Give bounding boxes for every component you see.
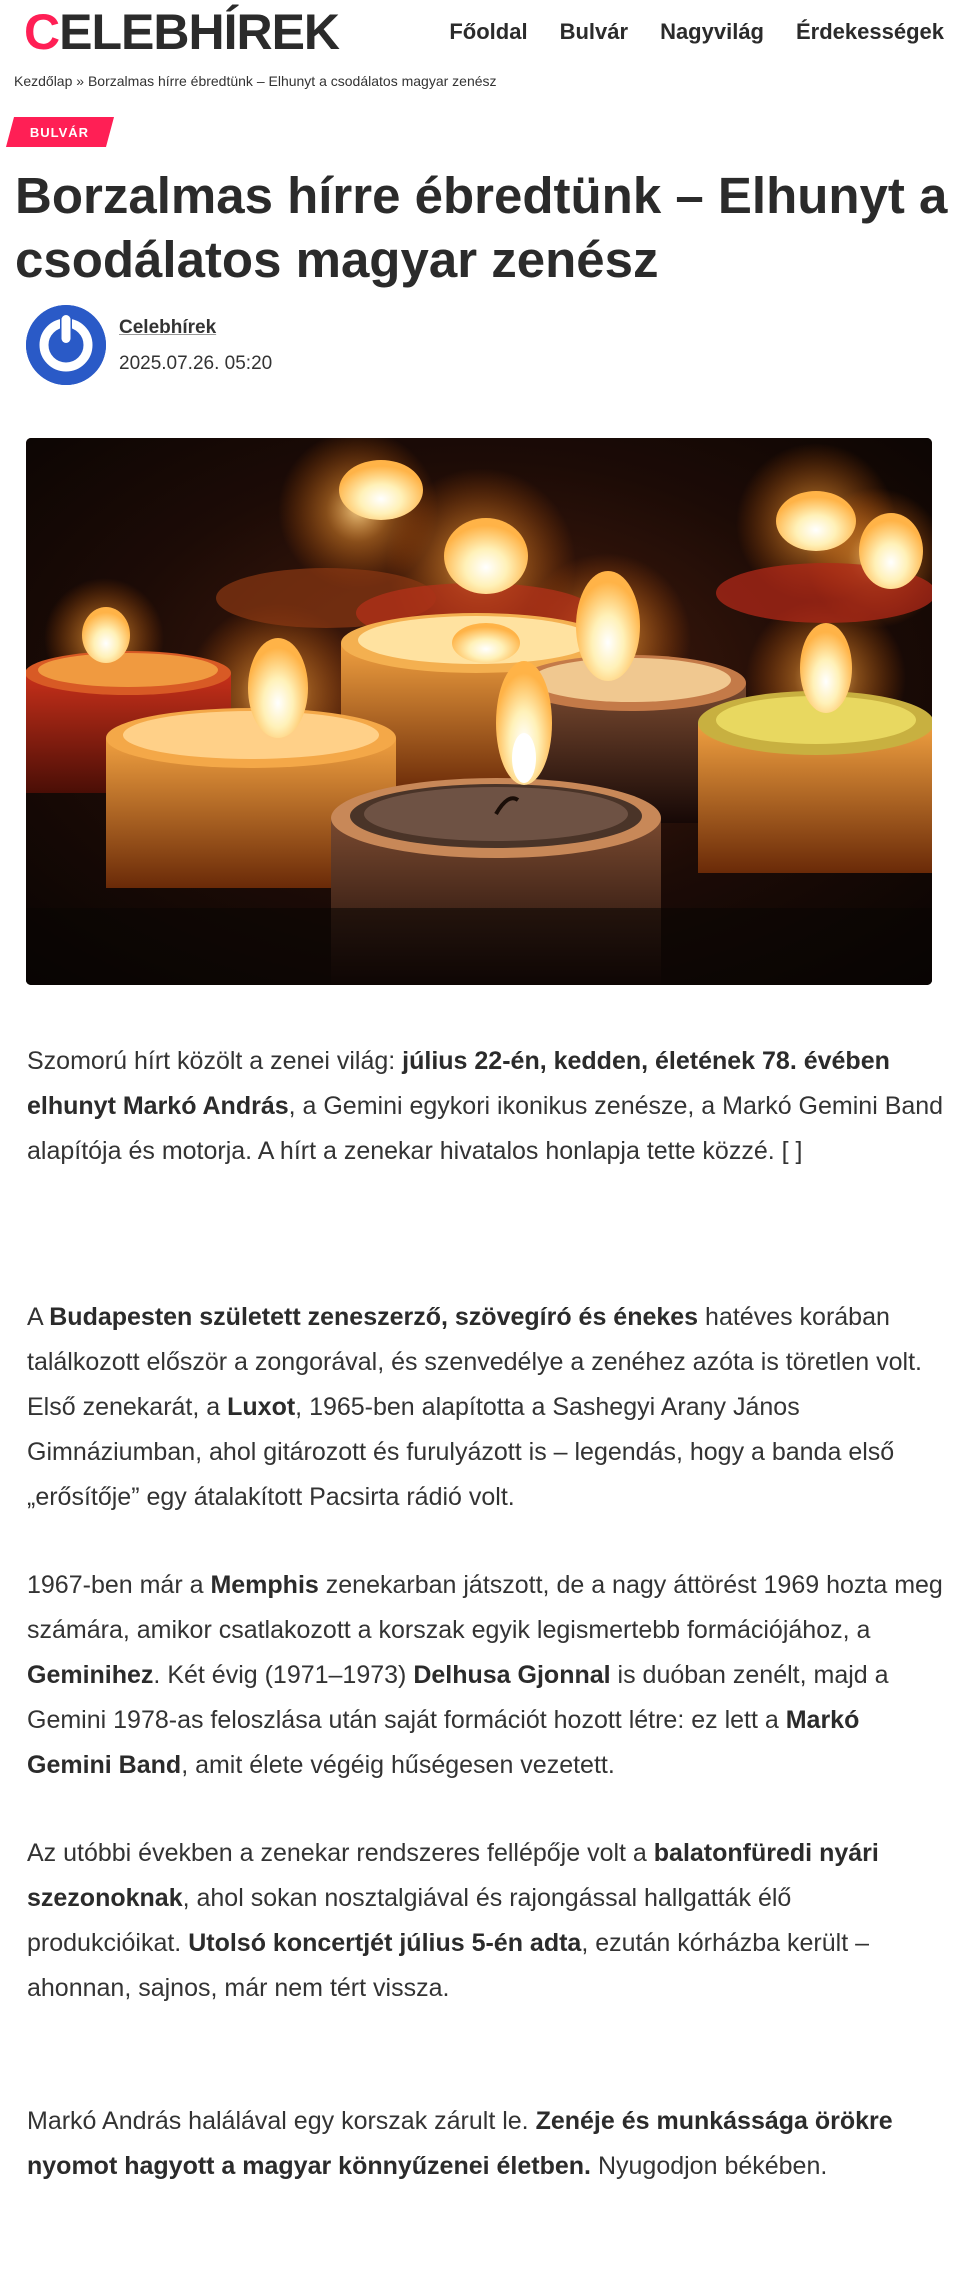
logo-rest: ELEBHÍREK (59, 4, 340, 60)
nav-item-fooldal[interactable]: Főoldal (449, 19, 528, 44)
text-span: , 1965-ben alapította a Sashegyi Arany János Gimnáziumban, ahol gitározott és furulyázott is – legendás, hogy a banda első „erősítője” egy átalakított Pacsirta rádió volt. (27, 1393, 895, 1511)
bold-text: Delhusa Gjonnal (413, 1661, 611, 1689)
bold-text: Luxot (227, 1393, 296, 1421)
text-span: , a Gemini egykori ikonikus zenésze, a Markó Gemini Band alapítója és motorja. A hírt a zenekar hivatalos honlapja tette közzé. [ ] (27, 1092, 944, 1165)
bold-text: balatonfüredi nyári szezonoknak (27, 1839, 879, 1912)
text-span: Markó András halálával egy korszak zárult le. (27, 2107, 536, 2135)
text-span: , ahol sokan nosztalgiával és rajongással hallgatták élő produkcióikat. (27, 1884, 792, 1957)
category-label: BULVÁR (30, 124, 90, 140)
breadcrumb-separator: » (72, 73, 88, 89)
text-span: 1967-ben már a (27, 1571, 211, 1599)
main-nav (449, 18, 944, 46)
article-paragraph (27, 1295, 947, 1520)
article-paragraph (27, 1831, 947, 2011)
text-span: hatéves korában találkozott először a zongorával, és szenvedélye a zenéhez azóta is töretlen volt. Első zenekarát, a (27, 1303, 922, 1421)
author-name-link[interactable]: Celebhírek (119, 317, 217, 338)
bold-text: Utolsó koncertjét július 5-én adta (188, 1929, 582, 1957)
site-logo[interactable] (24, 2, 339, 62)
bold-text: Memphis (210, 1571, 319, 1599)
memorial-candles-icon (26, 438, 932, 985)
publish-date: 2025.07.26. 05:20 (119, 353, 273, 374)
article-paragraph (27, 1563, 947, 1788)
bold-text: Budapesten született zeneszerző, szövegíró és énekes (49, 1303, 699, 1331)
bold-text: Zenéje és munkássága örökre nyomot hagyott a magyar könnyűzenei életben. (27, 2107, 893, 2180)
category-badge[interactable] (6, 117, 114, 147)
article-title: Borzalmas hírre ébredtünk – Elhunyt a csodálatos magyar zenész (15, 167, 948, 288)
article-paragraph (27, 2099, 947, 2189)
breadcrumb-home-link[interactable]: Kezdőlap (14, 73, 73, 89)
author-box (26, 305, 626, 389)
text-span: A (27, 1303, 50, 1331)
text-span: Szomorú hírt közölt a zenei világ: (27, 1047, 403, 1075)
article-paragraph (27, 1039, 947, 1174)
breadcrumb-current: Borzalmas hírre ébredtünk – Elhunyt a csodálatos magyar zenész (87, 73, 497, 89)
text-span: Nyugodjon békében. (591, 2152, 828, 2180)
logo-first-letter: C (24, 4, 60, 60)
avatar[interactable] (26, 305, 106, 385)
text-span: is duóban zenélt, majd a Gemini 1978-as feloszlása után saját formációt hozott létre: ez lett a (27, 1661, 889, 1734)
hero-image (26, 438, 932, 985)
power-logo-icon (26, 305, 106, 385)
nav-item-bulvar[interactable]: Bulvár (559, 19, 629, 44)
nav-item-nagyvilag[interactable]: Nagyvilág (660, 19, 764, 44)
text-span: . Két évig (1971–1973) (153, 1661, 414, 1689)
nav-item-erdekessegek[interactable]: Érdekességek (796, 19, 944, 44)
bold-text: július 22-én, kedden, életének 78. évében elhunyt Markó András (27, 1047, 890, 1120)
text-span: Az utóbbi években a zenekar rendszeres fellépője volt a (27, 1839, 654, 1867)
bold-text: Markó Gemini Band (27, 1706, 860, 1779)
text-span: zenekarban játszott, de a nagy áttörést 1969 hozta meg számára, amikor csatlakozott a korszak egyik legismertebb formációjához, a (27, 1571, 943, 1644)
text-span: , ezután kórházba került – ahonnan, sajnos, már nem tért vissza. (27, 1929, 870, 2002)
bold-text: Geminihez (27, 1661, 154, 1689)
site-header (0, 0, 974, 68)
breadcrumb (14, 72, 497, 90)
text-span: , amit élete végéig hűségesen vezetett. (181, 1751, 615, 1779)
